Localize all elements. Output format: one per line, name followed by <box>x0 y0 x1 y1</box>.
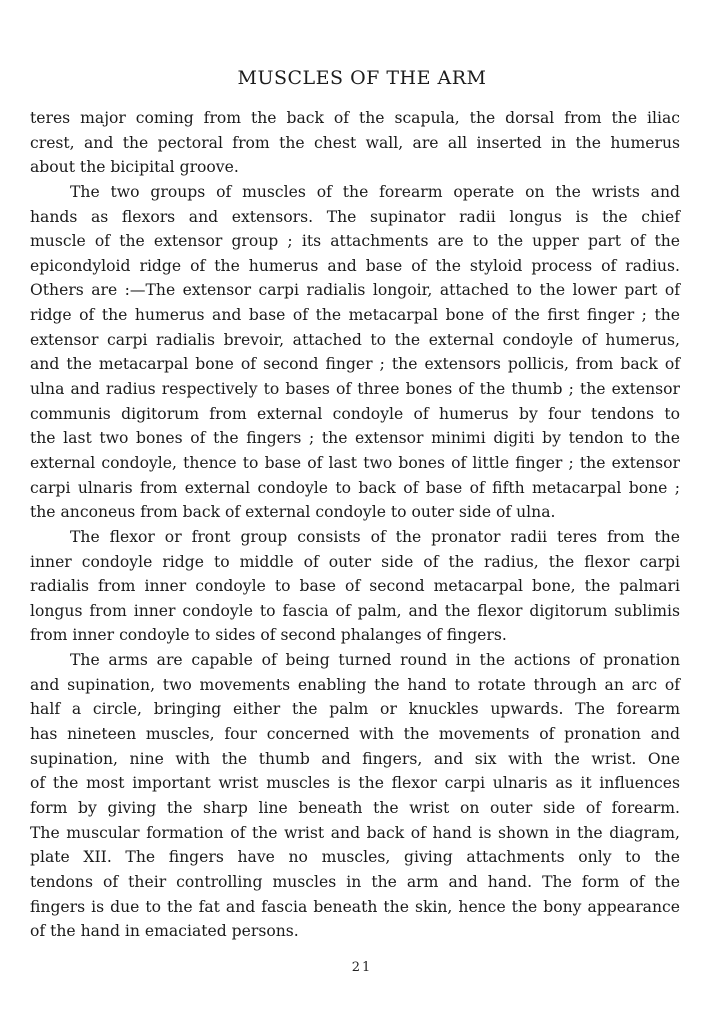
text-line: The muscular formation of the wrist and back of hand is shown in the diagram, <box>30 823 680 842</box>
text-line: plate XII. The fingers have no muscles, giving attachments only to the <box>30 848 680 867</box>
text-line: and the metacarpal bone of second finger ; the extensors pollicis, from back of <box>30 355 680 374</box>
text-line: teres major coming from the back of the scapula, the dorsal from the iliac <box>30 109 680 127</box>
text-line: epicondyloid ridge of the humerus and base of the styloid process of radius. <box>30 256 680 275</box>
text-line: inner condoyle ridge to middle of outer side of the radius, the flexor carpi <box>30 552 680 571</box>
text-line: radialis from inner condoyle to base of second metacarpal bone, the palmari <box>30 577 680 596</box>
body-text <box>30 106 680 944</box>
text-line: ridge of the humerus and base of the metacarpal bone of the first finger ; the <box>30 306 680 325</box>
running-head: MUSCLES OF THE ARM <box>237 67 487 89</box>
text-line: from inner condoyle to sides of second phalanges of fingers. <box>30 626 507 645</box>
text-line: muscle of the extensor group ; its attachments are to the upper part of the <box>30 232 680 251</box>
text-line: about the bicipital groove. <box>30 158 239 177</box>
text-line: the anconeus from back of external condoyle to outer side of ulna. <box>30 503 556 522</box>
text-line: tendons of their controlling muscles in the arm and hand. The form of the <box>30 872 680 891</box>
text-line: and supination, two movements enabling the hand to rotate through an arc of <box>30 675 680 694</box>
text-line: communis digitorum from external condoyle of humerus by four tendons to <box>30 404 680 423</box>
text-line: fingers is due to the fat and fascia beneath the skin, hence the bony appearance <box>30 897 680 916</box>
page-number: 21 <box>351 960 373 975</box>
text-line: of the most important wrist muscles is the flexor carpi ulnaris as it influences <box>30 774 680 793</box>
text-line: ulna and radius respectively to bases of three bones of the thumb ; the extensor <box>30 380 680 399</box>
text-line: Others are :—The extensor carpi radialis longoir, attached to the lower part of <box>30 281 680 300</box>
paragraph-first-line: The two groups of muscles of the forearm operate on the wrists and <box>70 182 680 201</box>
text-line: external condoyle, thence to base of last two bones of little finger ; the extensor <box>30 453 680 472</box>
text-line: supination, nine with the thumb and fingers, and six with the wrist. One <box>30 749 680 768</box>
text-line: extensor carpi radialis brevoir, attached to the external condoyle of humerus, <box>30 330 680 349</box>
text-line: of the hand in emaciated persons. <box>30 922 299 941</box>
text-line: has nineteen muscles, four concerned with the movements of pronation and <box>30 725 680 744</box>
text-line: carpi ulnaris from external condoyle to back of base of fifth metacarpal bone ; <box>30 478 680 497</box>
paragraph-first-line: The flexor or front group consists of the pronator radii teres from the <box>70 527 680 546</box>
paragraph-first-line: The arms are capable of being turned round in the actions of pronation <box>70 651 680 670</box>
text-line: half a circle, bringing either the palm or knuckles upwards. The forearm <box>30 700 680 719</box>
text-line: crest, and the pectoral from the chest wall, are all inserted in the humerus <box>30 133 680 152</box>
text-line: hands as flexors and extensors. The supinator radii longus is the chief <box>30 207 680 226</box>
text-line: the last two bones of the fingers ; the extensor minimi digiti by tendon to the <box>30 429 680 448</box>
text-line: form by giving the sharp line beneath the wrist on outer side of forearm. <box>30 798 680 817</box>
text-line: longus from inner condoyle to fascia of palm, and the flexor digitorum sublimis <box>30 601 680 620</box>
